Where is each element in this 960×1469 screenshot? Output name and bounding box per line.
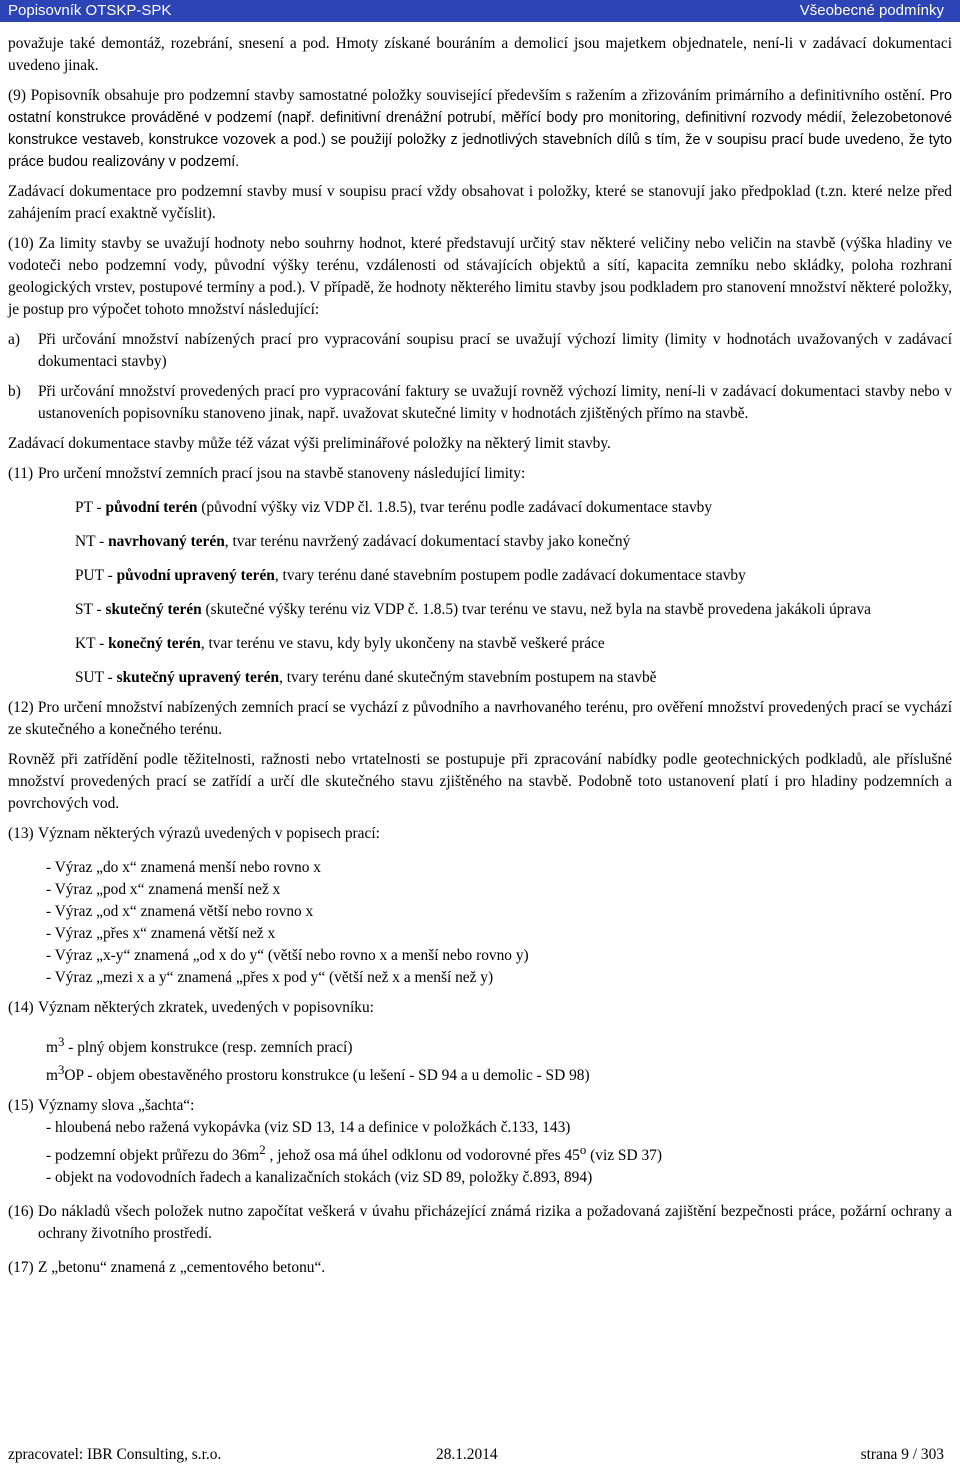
- item-label: a): [8, 331, 20, 348]
- page-header: [0, 0, 960, 22]
- paragraph-12: (12) Pro určení množství nabízených zemních prací se vychází z původního a navrhovaného terénu, pro ověření množství provedených prací se vychází ze skutečného a konečného terénu.: [8, 699, 952, 738]
- abbreviation-text: - plný objem konstrukce (resp. zemních prací): [64, 1039, 353, 1057]
- expression-item: - Výraz „mezi x a y“ znamená „přes x pod y“ (větší než x a menší než y): [46, 969, 494, 986]
- shaft-item: [46, 1139, 952, 1167]
- header-title: Popisovník OTSKP-SPK: [8, 2, 172, 19]
- footer-date: 28.1.2014: [436, 1446, 498, 1463]
- shaft-item: - objekt na vodovodních řadech a kanalizačních stokách (viz SD 89, položky č.893, 894): [46, 1169, 593, 1187]
- limit-term: skutečný terén: [105, 601, 202, 618]
- abbreviation-text: OP - objem obestavěného prostoru konstrukce (u lešení - SD 94 a u demolic - SD 98): [64, 1067, 590, 1085]
- header-section: Všeobecné podmínky: [799, 2, 944, 19]
- paragraph-text: Významy slova „šachta“:: [38, 1097, 195, 1115]
- limit-term: navrhovaný terén: [108, 533, 225, 550]
- paragraph-number: (11): [8, 465, 34, 482]
- abbreviation-item: [46, 1031, 952, 1059]
- unit-base: m: [46, 1039, 58, 1057]
- expression-item: - Výraz „od x“ znamená větší nebo rovno x: [46, 903, 314, 920]
- paragraph-9: [8, 85, 952, 173]
- paragraph-text: Do nákladů všech položek nutno započítat veškerá v úvahu přicházející známá rizika a požadovaná zajištění bezpečnosti práce, požární ochrany a ochrany životního prostředí.: [38, 1203, 952, 1243]
- shaft-item: - hloubená nebo ražená vykopávka (viz SD 13, 14 a definice v položkách č.133, 143): [46, 1119, 571, 1137]
- paragraph-text: Pro určení množství zemních prací jsou na stavbě stanoveny následující limity:: [38, 465, 526, 482]
- footer-page-number: strana 9 / 303: [860, 1446, 944, 1463]
- unit-exponent: 3: [57, 1035, 65, 1049]
- limit-description: (skutečné výšky terénu viz VDP č. 1.8.5) tvar terénu ve stavu, než byla na stavbě provedena jakákoli úprava: [201, 601, 871, 618]
- limit-description: , tvary terénu dané stavebním postupem podle zadávací dokumentace stavby: [274, 567, 746, 584]
- unit-exponent: 3: [57, 1063, 65, 1078]
- terrain-limits-list: [75, 497, 952, 689]
- shaft-text: , jehož osa má úhel odklonu od vodorovné přes 45: [265, 1147, 580, 1165]
- limit-term: skutečný upravený terén: [116, 669, 280, 686]
- degree-sign: o: [579, 1143, 587, 1158]
- limit-code: PUT -: [75, 567, 117, 584]
- page-footer: [8, 1444, 944, 1466]
- limit-code: KT -: [75, 635, 109, 652]
- abbreviations-list: [46, 1031, 952, 1087]
- limit-term: konečný terén: [108, 635, 201, 652]
- limit-item: [75, 497, 952, 519]
- limit-item: [75, 633, 952, 655]
- paragraph-16: [8, 1201, 952, 1245]
- shaft-text: - podzemní objekt průřezu do 36m: [46, 1147, 260, 1165]
- expression-item: - Výraz „x-y“ znamená „od x do y“ (větší nebo rovno x a menší nebo rovno y): [46, 947, 529, 964]
- item-label: b): [8, 383, 21, 400]
- limit-term: původní terén: [105, 499, 198, 516]
- paragraph-number: (14): [8, 999, 34, 1016]
- limit-item: [75, 667, 952, 689]
- paragraph-number: (16): [8, 1203, 34, 1221]
- limit-description: , tvar terénu ve stavu, kdy byly ukončeny na stavbě veškeré práce: [200, 635, 605, 652]
- abbreviation-item: [46, 1059, 952, 1087]
- paragraph-15: [8, 1095, 952, 1117]
- expression-item: - Výraz „pod x“ znamená menší než x: [46, 881, 281, 898]
- limit-code: SUT -: [75, 669, 117, 686]
- paragraph-12-note: Rovněž při zatřídění podle těžitelnosti, ražnosti nebo vrtatelnosti se postupuje při zpracování nabídky podle geotechnických podkladů, ale příslušné množství provedených prací se zatřídí a určí dle skutečného stavu zjištěného na stavbě. Podobně toto ustanovení platí i pro hladiny podzemních a povrchových vod.: [8, 751, 952, 812]
- limit-description: , tvar terénu navržený zadávací dokumentací stavby jako konečný: [224, 533, 631, 550]
- paragraph-number: (17): [8, 1259, 34, 1277]
- expression-item: - Výraz „přes x“ znamená větší než x: [46, 925, 276, 942]
- area-exponent: 2: [259, 1143, 266, 1158]
- limit-code: PT -: [75, 499, 106, 516]
- unit-base: m: [46, 1067, 58, 1085]
- paragraph-text: Z „betonu“ znamená z „cementového betonu“.: [38, 1259, 326, 1277]
- paragraph-number: (15): [8, 1097, 34, 1115]
- paragraph-10-note: Zadávací dokumentace stavby může též vázat výši preliminářové položky na některý limit stavby.: [8, 435, 611, 452]
- footer-author: zpracovatel: IBR Consulting, s.r.o.: [8, 1446, 222, 1463]
- limit-term: původní upravený terén: [116, 567, 275, 584]
- item-10a: [8, 329, 952, 373]
- expressions-list: [46, 857, 952, 989]
- paragraph-9-detail: Pro ostatní konstrukce prováděné v podzemí (např. definitivní drenážní potrubí, měřící body pro monitoring, definitivní rozvody médií, železobetonové konstrukce vestaveb, konstrukce vozovek a pod.) se použijí položky z jednotlivých stavebních dílů s tím, že v soupisu prací bude uvedeno, že tyto práce budou realizovány v podzemí.: [8, 88, 952, 170]
- paragraph-text: Význam některých výrazů uvedených v popisech prací:: [38, 825, 380, 842]
- paragraph-text: Význam některých zkratek, uvedených v popisovníku:: [38, 999, 374, 1016]
- limit-description: , tvary terénu dané skutečným stavebním postupem na stavbě: [279, 669, 657, 686]
- limit-item: [75, 565, 952, 587]
- shaft-meanings-list: [46, 1117, 952, 1189]
- limit-description: (původní výšky viz VDP čl. 1.8.5), tvar terénu podle zadávací dokumentace stavby: [197, 499, 713, 516]
- limit-item: [75, 599, 952, 621]
- paragraph-11: [8, 463, 952, 485]
- paragraph-13: [8, 823, 952, 845]
- limit-code: ST -: [75, 601, 106, 618]
- item-text: Při určování množství provedených prací pro vypracování faktury se uvažují rovněž výchozí limity, není-li v zadávací dokumentaci stavby nebo v ustanoveních popisovníku stanoveno jinak, např. uvažovat skutečné limity v hodnotách zjištěných přímo na stavbě.: [38, 383, 952, 422]
- paragraph-continuation: považuje také demontáž, rozebrání, snesení a pod. Hmoty získané bouráním a demolicí jsou majetkem objednatele, není-li v zadávací dokumentaci uvedeno jinak.: [8, 35, 952, 74]
- document-body: [8, 33, 952, 1279]
- limit-item: [75, 531, 952, 553]
- item-10b: [8, 381, 952, 425]
- shaft-text: (viz SD 37): [586, 1147, 662, 1165]
- paragraph-9-note: Zadávací dokumentace pro podzemní stavby musí v soupisu prací vždy obsahovat i položky, které se stanovují jako předpoklad (t.zn. které nelze před zahájením prací exaktně vyčíslit).: [8, 183, 952, 222]
- limit-code: NT -: [75, 533, 109, 550]
- paragraph-14: [8, 997, 952, 1019]
- expression-item: - Výraz „do x“ znamená menší nebo rovno x: [46, 859, 321, 876]
- paragraph-17: [8, 1257, 952, 1279]
- paragraph-number: (13): [8, 825, 34, 842]
- item-text: Při určování množství nabízených prací pro vypracování soupisu prací se uvažují výchozí limity (limity v hodnotách uvažovaných v zadávací dokumentaci stavby): [38, 331, 952, 370]
- paragraph-10: (10) Za limity stavby se uvažují hodnoty nebo souhrny hodnot, které představují určitý stav některé veličiny nebo veličin na stavbě (výška hladiny ve vodoteči nebo podzemní vody, původní výšky terénu, vzdálenosti od stávajících objektů a sítí, kapacita zemníku nebo skládky, poloha rozhraní geologických vrstev, postupové termíny a pod.). V případě, že hodnoty některého limitu stavby jsou podkladem pro stanovení množství některé položky, je postup pro výpočet tohoto množství následující:: [8, 235, 952, 318]
- paragraph-9-text: (9) Popisovník obsahuje pro podzemní stavby samostatné položky související především s ražením a zřizováním primárního a definitivního ostění.: [8, 87, 930, 104]
